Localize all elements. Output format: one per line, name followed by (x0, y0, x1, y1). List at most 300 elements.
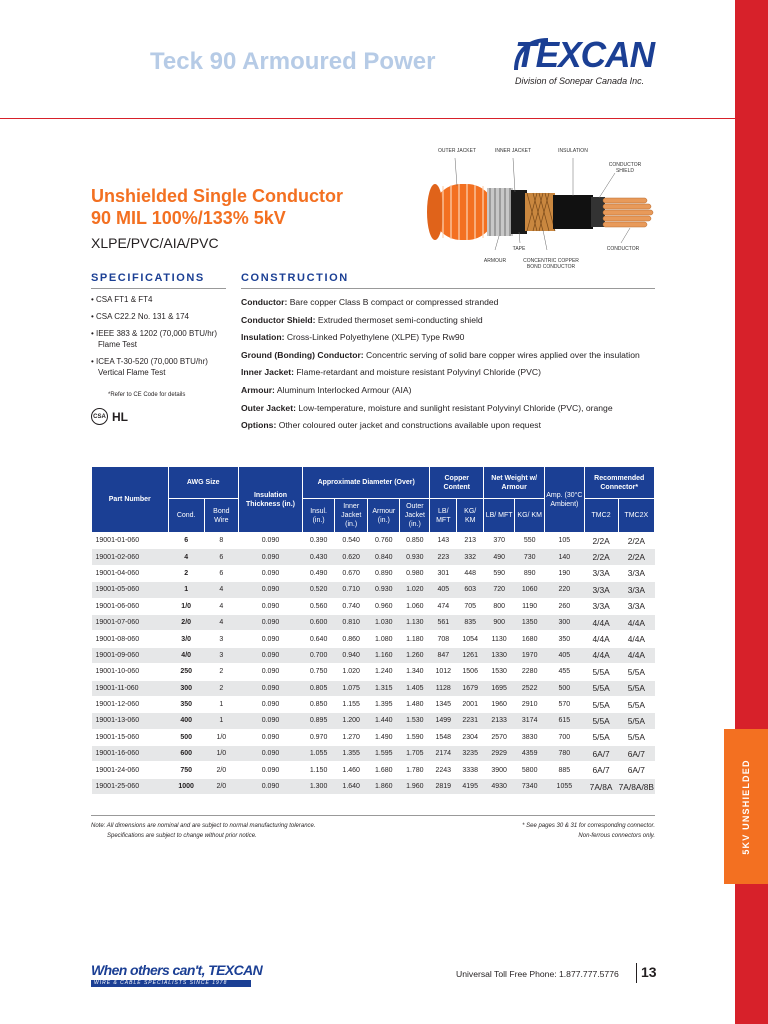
table-cell: 7A/8A (584, 778, 618, 794)
table-cell: 1.020 (400, 582, 430, 598)
table-cell: 2/0 (168, 614, 204, 630)
table-cell: 4 (204, 582, 238, 598)
table-cell: 0.090 (238, 533, 302, 549)
table-cell: 19001-06-060 (92, 598, 169, 614)
table-row (92, 680, 655, 696)
construction-item (241, 312, 691, 330)
table-cell: 1679 (457, 680, 484, 696)
spec-footnote: *Refer to CE Code for details (108, 392, 186, 398)
csa-cert-icon: CSA (91, 408, 108, 425)
footer-slogan: When others can't, TEXCAN (91, 962, 263, 978)
product-title-line-1: Unshielded Single Conductor (91, 186, 344, 206)
table-cell: 1499 (430, 713, 457, 729)
table-cell: 4 (168, 549, 204, 565)
table-cell: 1350 (515, 614, 545, 630)
table-cell: 1.490 (368, 729, 400, 745)
table-row (92, 696, 655, 712)
table-cell: 0.860 (335, 631, 368, 647)
label-conductor-shield: CONDUCTOR SHIELD (608, 162, 642, 174)
table-cell: 2 (204, 680, 238, 696)
table-cell: 6A/7 (618, 746, 654, 762)
table-cell: 2304 (457, 729, 484, 745)
table-cell: 0.090 (238, 729, 302, 745)
note-connector-pages: * See pages 30 & 31 for corresponding connector. (522, 823, 655, 829)
table-cell: 730 (515, 549, 545, 565)
table-cell: 1.080 (368, 631, 400, 647)
table-cell: 1.405 (400, 680, 430, 696)
table-cell: 1.020 (335, 664, 368, 680)
subcol-copper-kgkm: KG/ KM (457, 499, 484, 533)
table-cell: 0.895 (303, 713, 335, 729)
table-cell: 720 (484, 582, 515, 598)
table-cell: 1 (204, 713, 238, 729)
table-cell: 0.540 (335, 533, 368, 549)
hl-cert-label: HL (112, 409, 128, 424)
table-cell: 4/4A (618, 614, 654, 630)
table-cell: 2/0 (204, 762, 238, 778)
table-cell: 7A/8A/8B (618, 778, 654, 794)
table-cell: 1.590 (400, 729, 430, 745)
table-cell: 350 (545, 631, 584, 647)
spec-item: • ICEA T-30-520 (70,000 BTU/hr) Vertical Flame Test (91, 357, 208, 377)
table-cell: 0.960 (368, 598, 400, 614)
table-cell: 350 (168, 696, 204, 712)
table-cell: 2001 (457, 696, 484, 712)
table-cell: 2929 (484, 746, 515, 762)
table-cell: 1.680 (368, 762, 400, 778)
spec-item: • CSA FT1 & FT4 (91, 295, 153, 304)
table-cell: 708 (430, 631, 457, 647)
table-cell: 1 (204, 696, 238, 712)
table-row (92, 582, 655, 598)
table-cell: 0.090 (238, 565, 302, 581)
construction-item-text: Bare copper Class B compact or compressed stranded (287, 297, 499, 307)
table-row (92, 664, 655, 680)
table-cell: 4 (204, 614, 238, 630)
spec-item: • IEEE 383 & 1202 (70,000 BTU/hr) Flame Test (91, 329, 217, 349)
header-rule (0, 118, 735, 119)
table-cell: 0.430 (303, 549, 335, 565)
col-copper-content: Copper Content (430, 467, 484, 499)
table-cell: 3/3A (618, 598, 654, 614)
construction-heading: CONSTRUCTION (241, 272, 349, 284)
table-cell: 0.810 (335, 614, 368, 630)
construction-item-text: Extruded thermoset semi-conducting shield (315, 314, 483, 325)
table-cell: 6A/7 (584, 746, 618, 762)
table-cell: 1.155 (335, 696, 368, 712)
table-cell: 0.620 (335, 549, 368, 565)
table-cell: 1345 (430, 696, 457, 712)
table-cell: 19001-11-060 (92, 680, 169, 696)
table-cell: 590 (484, 565, 515, 581)
table-cell: 1 (168, 582, 204, 598)
table-notes-right (522, 821, 655, 841)
table-cell: 705 (457, 598, 484, 614)
table-cell: 19001-02-060 (92, 549, 169, 565)
table-cell: 1.595 (368, 746, 400, 762)
subcol-weight-kgkm: KG/ KM (515, 499, 545, 533)
table-cell: 19001-24-060 (92, 762, 169, 778)
table-cell: 370 (484, 533, 515, 549)
table-cell: 6A/7 (618, 762, 654, 778)
table-cell: 0.850 (303, 696, 335, 712)
col-recommended-connector: Recommended Connector* (584, 467, 655, 499)
table-cell: 1000 (168, 778, 204, 794)
table-cell: 0.750 (303, 664, 335, 680)
table-cell: 19001-25-060 (92, 778, 169, 794)
table-cell: 19001-13-060 (92, 713, 169, 729)
table-cell: 0.890 (368, 565, 400, 581)
table-cell: 1.130 (400, 614, 430, 630)
table-cell: 6 (204, 565, 238, 581)
footer-separator (636, 963, 637, 983)
table-row (92, 778, 655, 794)
table-cell: 0.760 (368, 533, 400, 549)
table-cell: 2/0 (204, 778, 238, 794)
table-cell: 19001-09-060 (92, 647, 169, 663)
table-cell: 1.200 (335, 713, 368, 729)
table-cell: 5/5A (618, 696, 654, 712)
table-cell: 1.060 (400, 598, 430, 614)
table-cell: 5/5A (618, 664, 654, 680)
specifications-list (91, 294, 226, 384)
construction-item-text: Aluminum Interlocked Armour (AIA) (274, 384, 412, 395)
table-row (92, 549, 655, 565)
table-row (92, 614, 655, 630)
table-cell: 3338 (457, 762, 484, 778)
table-cell: 19001-16-060 (92, 746, 169, 762)
cable-diagram (425, 140, 675, 270)
logo-subtitle: Division of Sonepar Canada Inc. (515, 76, 645, 86)
table-cell: 405 (545, 647, 584, 663)
table-cell: 2/2A (618, 549, 654, 565)
construction-item-label: Options: (241, 420, 277, 431)
construction-item-text: Concentric serving of solid bare copper wires applied over the insulation (363, 349, 640, 360)
table-cell: 5/5A (584, 664, 618, 680)
table-cell: 2174 (430, 746, 457, 762)
table-cell: 1/0 (168, 598, 204, 614)
table-cell: 19001-12-060 (92, 696, 169, 712)
specifications-heading: SPECIFICATIONS (91, 272, 205, 284)
table-cell: 0.090 (238, 746, 302, 762)
table-cell: 260 (545, 598, 584, 614)
table-cell: 500 (545, 680, 584, 696)
table-cell: 1130 (484, 631, 515, 647)
table-cell: 2 (168, 565, 204, 581)
construction-item (241, 382, 691, 400)
table-bottom-rule (91, 815, 655, 816)
table-cell: 885 (545, 762, 584, 778)
table-cell: 780 (545, 746, 584, 762)
table-cell: 2/2A (618, 533, 654, 549)
table-cell: 19001-04-060 (92, 565, 169, 581)
table-row (92, 631, 655, 647)
table-cell: 3/3A (584, 565, 618, 581)
label-bond-conductor: CONCENTRIC COPPER BOND CONDUCTOR (523, 258, 579, 270)
table-cell: 0.970 (303, 729, 335, 745)
construction-item (241, 347, 691, 365)
section-side-tab (724, 729, 768, 884)
table-row (92, 713, 655, 729)
table-row (92, 533, 655, 549)
table-cell: 4/4A (584, 631, 618, 647)
table-cell: 4930 (484, 778, 515, 794)
table-cell: 0.940 (335, 647, 368, 663)
construction-item (241, 364, 691, 382)
construction-item-text: Flame-retardant and moisture resistant Polyvinyl Chloride (PVC) (294, 367, 541, 378)
table-cell: 190 (545, 565, 584, 581)
table-cell: 5/5A (584, 713, 618, 729)
certification-marks (91, 408, 128, 425)
table-cell: 1.260 (400, 647, 430, 663)
table-cell: 4 (204, 598, 238, 614)
table-cell: 332 (457, 549, 484, 565)
table-cell: 4195 (457, 778, 484, 794)
footer-tagline: WIRE & CABLE SPECIALISTS SINCE 1978 (91, 980, 251, 987)
table-cell: 1970 (515, 647, 545, 663)
note-non-ferrous: Non-ferrous connectors only. (578, 833, 655, 839)
texcan-logo (510, 34, 660, 90)
table-cell: 835 (457, 614, 484, 630)
table-cell: 550 (515, 533, 545, 549)
table-cell: 1128 (430, 680, 457, 696)
table-cell: 1.860 (368, 778, 400, 794)
table-cell: 3830 (515, 729, 545, 745)
table-cell: 2/2A (584, 549, 618, 565)
table-cell: 1695 (484, 680, 515, 696)
table-cell: 405 (430, 582, 457, 598)
table-cell: 6 (168, 533, 204, 549)
table-cell: 448 (457, 565, 484, 581)
table-cell: 0.090 (238, 696, 302, 712)
table-cell: 5/5A (618, 680, 654, 696)
table-notes-left (91, 821, 316, 841)
table-cell: 19001-10-060 (92, 664, 169, 680)
table-cell: 890 (515, 565, 545, 581)
table-body (92, 533, 655, 795)
table-cell: 900 (484, 614, 515, 630)
table-cell: 105 (545, 533, 584, 549)
table-cell: 1.355 (335, 746, 368, 762)
table-cell: 0.520 (303, 582, 335, 598)
table-cell: 570 (545, 696, 584, 712)
construction-item (241, 329, 691, 347)
table-cell: 1/0 (204, 746, 238, 762)
col-awg-size: AWG Size (168, 467, 238, 499)
table-cell: 0.805 (303, 680, 335, 696)
table-cell: 223 (430, 549, 457, 565)
table-row (92, 729, 655, 745)
spec-item: • CSA C22.2 No. 131 & 174 (91, 312, 189, 321)
page-title: Teck 90 Armoured Power (150, 48, 436, 75)
table-cell: 1.180 (400, 631, 430, 647)
table-cell: 0.090 (238, 778, 302, 794)
table-cell: 0.600 (303, 614, 335, 630)
table-cell: 300 (545, 614, 584, 630)
table-cell: 4/0 (168, 647, 204, 663)
construction-item-label: Outer Jacket: (241, 402, 296, 413)
table-cell: 2819 (430, 778, 457, 794)
table-cell: 1055 (545, 778, 584, 794)
table-cell: 1530 (484, 664, 515, 680)
table-cell: 0.980 (400, 565, 430, 581)
table-cell: 1.075 (335, 680, 368, 696)
table-cell: 0.670 (335, 565, 368, 581)
label-conductor: CONDUCTOR (606, 246, 640, 252)
product-subtitle: XLPE/PVC/AIA/PVC (91, 235, 219, 251)
table-cell: 5/5A (584, 680, 618, 696)
subcol-tmc2x: TMC2X (618, 499, 654, 533)
table-cell: 19001-08-060 (92, 631, 169, 647)
table-cell: 3/3A (584, 582, 618, 598)
table-cell: 300 (168, 680, 204, 696)
table-cell: 1.300 (303, 778, 335, 794)
note-specifications-change: Specifications are subject to change without prior notice. (107, 833, 257, 839)
subcol-insul: Insul. (in.) (303, 499, 335, 533)
table-cell: 6 (204, 549, 238, 565)
table-cell: 2243 (430, 762, 457, 778)
table-cell: 220 (545, 582, 584, 598)
table-cell: 19001-05-060 (92, 582, 169, 598)
table-cell: 1680 (515, 631, 545, 647)
table-cell: 400 (168, 713, 204, 729)
table-cell: 500 (168, 729, 204, 745)
table-cell: 2910 (515, 696, 545, 712)
table-cell: 2522 (515, 680, 545, 696)
table-cell: 0.090 (238, 647, 302, 663)
table-row (92, 647, 655, 663)
col-amp: Amp. (30°C Ambient) (545, 467, 584, 533)
col-insulation-thickness: Insulation Thickness (in.) (238, 467, 302, 533)
table-cell: 0.090 (238, 598, 302, 614)
table-cell: 0.090 (238, 762, 302, 778)
col-approx-diameter: Approximate Diameter (Over) (303, 467, 430, 499)
specifications-table (91, 466, 655, 795)
table-row (92, 762, 655, 778)
subcol-weight-lbmft: LB/ MFT (484, 499, 515, 533)
construction-item-text: Cross-Linked Polyethylene (XLPE) Type Rw90 (284, 332, 465, 343)
construction-item (241, 294, 691, 312)
table-cell: 0.090 (238, 631, 302, 647)
table-cell: 1960 (484, 696, 515, 712)
table-cell: 2570 (484, 729, 515, 745)
table-cell: 1060 (515, 582, 545, 598)
table-cell: 603 (457, 582, 484, 598)
table-cell: 490 (484, 549, 515, 565)
table-cell: 2/2A (584, 533, 618, 549)
product-title-line-2: 90 MIL 100%/133% 5kV (91, 208, 286, 228)
table-cell: 0.930 (400, 549, 430, 565)
table-cell: 0.090 (238, 664, 302, 680)
table-cell: 1/0 (204, 729, 238, 745)
table-cell: 1.440 (368, 713, 400, 729)
table-cell: 4/4A (584, 647, 618, 663)
table-cell: 0.090 (238, 582, 302, 598)
subcol-inner-jacket: Inner Jacket (in.) (335, 499, 368, 533)
col-part-number: Part Number (92, 467, 169, 533)
table-cell: 2 (204, 664, 238, 680)
table-cell: 1330 (484, 647, 515, 663)
section-side-tab-label: 5KV UNSHIELDED (741, 758, 751, 855)
table-cell: 4359 (515, 746, 545, 762)
table-cell: 0.640 (303, 631, 335, 647)
table-cell: 5/5A (584, 729, 618, 745)
label-tape: TAPE (512, 246, 526, 252)
subcol-copper-lbmft: LB/ MFT (430, 499, 457, 533)
table-cell: 1.460 (335, 762, 368, 778)
construction-item-label: Insulation: (241, 332, 285, 343)
table-cell: 1.780 (400, 762, 430, 778)
table-cell: 0.930 (368, 582, 400, 598)
table-cell: 7340 (515, 778, 545, 794)
table-cell: 4/4A (584, 614, 618, 630)
table-cell: 1190 (515, 598, 545, 614)
table-cell: 0.090 (238, 549, 302, 565)
table-cell: 0.850 (400, 533, 430, 549)
table-cell: 1.270 (335, 729, 368, 745)
page-number: 13 (641, 964, 657, 980)
table-cell: 561 (430, 614, 457, 630)
table-cell: 19001-01-060 (92, 533, 169, 549)
table-cell: 1261 (457, 647, 484, 663)
construction-item-label: Ground (Bonding) Conductor: (241, 349, 364, 360)
table-cell: 1506 (457, 664, 484, 680)
table-cell: 1.030 (368, 614, 400, 630)
table-cell: 474 (430, 598, 457, 614)
construction-item (241, 400, 691, 418)
table-cell: 1.480 (400, 696, 430, 712)
construction-item-label: Conductor: (241, 297, 288, 307)
table-cell: 1.530 (400, 713, 430, 729)
table-cell: 1012 (430, 664, 457, 680)
table-cell: 1.705 (400, 746, 430, 762)
col-net-weight: Net Weight w/ Armour (484, 467, 545, 499)
label-insulation: INSULATION (558, 148, 588, 154)
table-cell: 3 (204, 631, 238, 647)
table-cell: 8 (204, 533, 238, 549)
table-cell: 600 (168, 746, 204, 762)
table-cell: 3174 (515, 713, 545, 729)
table-cell: 0.090 (238, 713, 302, 729)
table-cell: 5800 (515, 762, 545, 778)
subcol-outer-jacket: Outer Jacket (in.) (400, 499, 430, 533)
table-cell: 1.340 (400, 664, 430, 680)
construction-item-label: Armour: (241, 384, 275, 395)
construction-rule (241, 288, 655, 289)
table-cell: 3/3A (584, 598, 618, 614)
construction-list (241, 294, 691, 435)
table-cell: 800 (484, 598, 515, 614)
table-cell: 3/3A (618, 565, 654, 581)
subcol-cond: Cond. (168, 499, 204, 533)
table-cell: 143 (430, 533, 457, 549)
table-cell: 1054 (457, 631, 484, 647)
table-cell: 3/3A (618, 582, 654, 598)
construction-item-text: Low-temperature, moisture and sunlight resistant Polyvinyl Chloride (PVC), orange (295, 402, 613, 413)
product-title (91, 185, 343, 229)
table-cell: 19001-15-060 (92, 729, 169, 745)
subcol-tmc2: TMC2 (584, 499, 618, 533)
table-cell: 140 (545, 549, 584, 565)
construction-item (241, 417, 691, 435)
table-cell: 1.160 (368, 647, 400, 663)
table-cell: 3/0 (168, 631, 204, 647)
table-cell: 2133 (484, 713, 515, 729)
table-cell: 700 (545, 729, 584, 745)
table-cell: 0.710 (335, 582, 368, 598)
table-cell: 6A/7 (584, 762, 618, 778)
table-cell: 0.490 (303, 565, 335, 581)
